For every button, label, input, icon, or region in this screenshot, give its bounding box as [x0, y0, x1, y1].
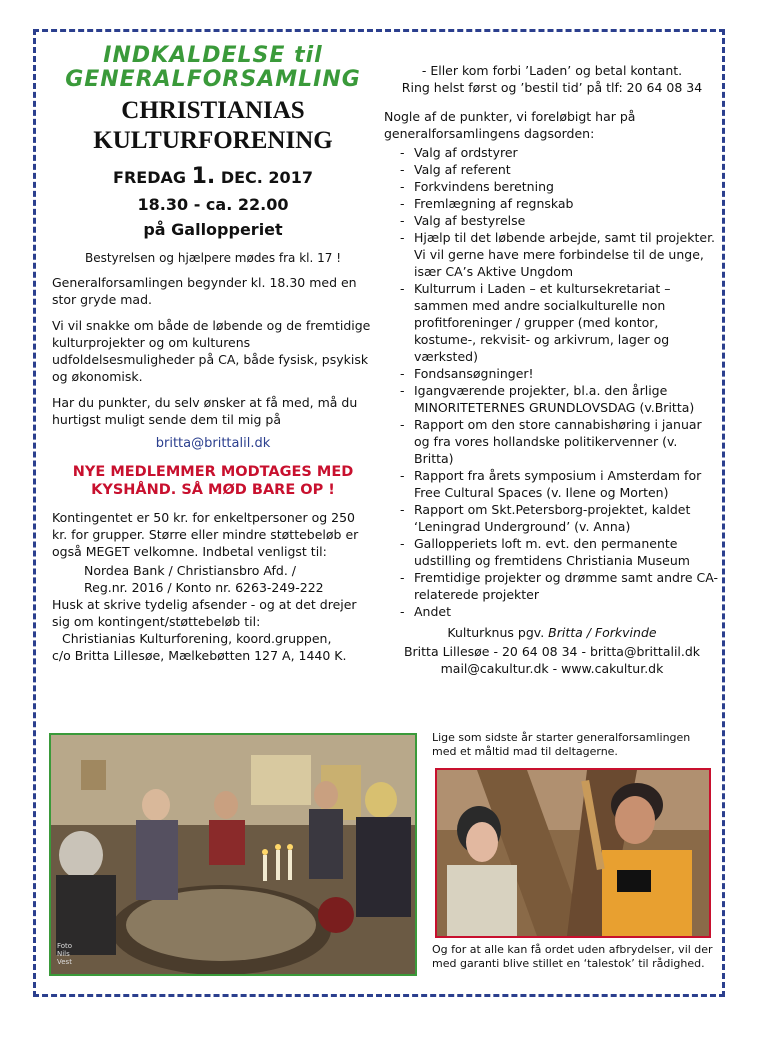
photo-dinner-gathering	[49, 733, 417, 976]
agenda-item: - Fremlægning af regnskab	[400, 195, 720, 212]
agenda-item: - Valg af referent	[400, 161, 720, 178]
agenda-item: - Rapport om Skt.Petersborg-projektet, kaldet ‘Leningrad Underground’ (v. Anna)	[400, 501, 720, 535]
agenda-item: - Hjælp til det løbende arbejde, samt til projekter. Vi vil gerne have mere forbindelse til de unge, især CA’s Aktive Ungdom	[400, 229, 720, 280]
event-date	[52, 164, 374, 189]
address-line-2: c/o Britta Lillesøe, Mælkebøtten 127 A, 1440 K.	[52, 648, 347, 663]
organization-name	[52, 96, 374, 156]
address-line-1: Christianias Kulturforening, koord.gruppen,	[62, 631, 332, 646]
photo-credit-line-2: Nils	[57, 950, 70, 958]
bank-line-1: Nordea Bank / Christiansbro Afd. /	[84, 563, 296, 578]
board-note: Bestyrelsen og hjælpere mødes fra kl. 17 !	[84, 251, 342, 265]
photo-credit-line-1: Foto	[57, 942, 73, 950]
paragraph-submit: Har du punkter, du selv ønsker at få med, må du hurtigst muligt sende dem til mig på	[52, 395, 358, 427]
agenda-item: - Fondsansøgninger!	[400, 365, 720, 382]
payment-note-line-1: - Eller kom forbi ’Laden’ og betal kontant.	[421, 63, 683, 78]
fee-text: Kontingentet er 50 kr. for enkeltpersoner og 250 kr. for grupper. Større eller mindre støttebeløb er også MEGET velkomne. Indbetal venligst til:	[52, 510, 359, 559]
agenda-item: - Valg af bestyrelse	[400, 212, 720, 229]
contact-line-1: Britta Lillesøe - 20 64 08 34 - britta@brittalil.dk	[403, 644, 701, 659]
agenda-item: - Forkvindens beretning	[400, 178, 720, 195]
remember-text: Husk at skrive tydelig afsender - og at det drejer sig om kontingent/støttebeløb til:	[52, 597, 357, 629]
payment-note-line-2: Ring helst først og ’bestil tid’ på tlf: 20 64 08 34	[401, 80, 703, 95]
event-place: på Gallopperiet	[143, 220, 283, 239]
membership-fee-block	[52, 509, 374, 664]
agenda-list	[384, 144, 720, 620]
org-line-2: KULTURFORENING	[93, 127, 333, 154]
email-link[interactable]: britta@brittalil.dk	[155, 436, 271, 451]
paragraph-topics: Vi vil snakke om både de løbende og de fremtidige kulturprojekter og om kulturens udfoldelsesmuligheder på CA, både fysisk, psykisk og økonomisk.	[52, 318, 371, 384]
agenda-item: - Gallopperiets loft m. evt. den permanente udstilling og fremtidens Christiania Museum	[400, 535, 720, 569]
contact-line-2: mail@cakultur.dk - www.cakultur.dk	[440, 661, 664, 676]
invitation-line-1: INDKALDELSE til	[103, 43, 323, 68]
left-column	[52, 44, 374, 664]
talking-stick-photo-illustration	[437, 770, 709, 936]
org-line-1: CHRISTIANIAS	[121, 97, 305, 124]
agenda-item: - Valg af ordstyrer	[400, 144, 720, 161]
agenda-intro: Nogle af de punkter, vi foreløbigt har på generalforsamlingens dagsorden:	[384, 109, 636, 141]
agenda-item: - Andet	[400, 603, 720, 620]
photo-credit	[57, 942, 72, 966]
invitation-line-2: GENERALFORSAMLING	[65, 67, 361, 92]
payment-note	[384, 62, 720, 96]
agenda-item: - Rapport fra årets symposium i Amsterdam for Free Cultural Spaces (v. Ilene og Morten)	[400, 467, 720, 501]
agenda-item: - Igangværende projekter, bl.a. den årlige MINORITETERNES GRUNDLOVSDAG (v.Britta)	[400, 382, 720, 416]
agenda-item: - Fremtidige projekter og drømme samt andre CA-relaterede projekter	[400, 569, 720, 603]
paragraph-start: Generalforsamlingen begynder kl. 18.30 med en stor gryde mad.	[52, 275, 357, 307]
caption-bottom: Og for at alle kan få ordet uden afbrydelser, vil der med garanti blive stillet en ‘talestok’ til rådighed.	[432, 943, 713, 970]
date-weekday: FREDAG	[113, 168, 192, 187]
bank-line-2: Reg.nr. 2016 / Konto nr. 6263-249-222	[84, 580, 324, 595]
right-column	[384, 62, 720, 677]
dinner-photo-illustration	[51, 735, 415, 974]
date-day: 1.	[191, 164, 216, 189]
agenda-item: - Rapport om den store cannabishøring i januar og fra vores hollandske politikervenner (v. Britta)	[400, 416, 720, 467]
signature	[384, 624, 720, 641]
photo-credit-line-3: Vest	[57, 958, 72, 966]
signature-name: Britta / Forkvinde	[548, 625, 657, 640]
agenda-item: - Kulturrum i Laden – et kultursekretariat – sammen med andre socialkulturelle non profitforeninger / grupper (med kontor, kostume-, rekvisit- og arkivrum, lager og værksted)	[400, 280, 720, 365]
event-time: 18.30 - ca. 22.00	[137, 195, 289, 214]
caption-top: Lige som sidste år starter generalforsamlingen med et måltid mad til deltagerne.	[432, 731, 691, 758]
date-month-year: DEC. 2017	[215, 168, 313, 187]
new-members-banner: NYE MEDLEMMER MODTAGES MED KYSHÅND. SÅ MØD BARE OP !	[72, 464, 354, 498]
signature-prefix: Kulturknus pgv.	[447, 625, 549, 640]
photo-talking-stick	[435, 768, 711, 938]
